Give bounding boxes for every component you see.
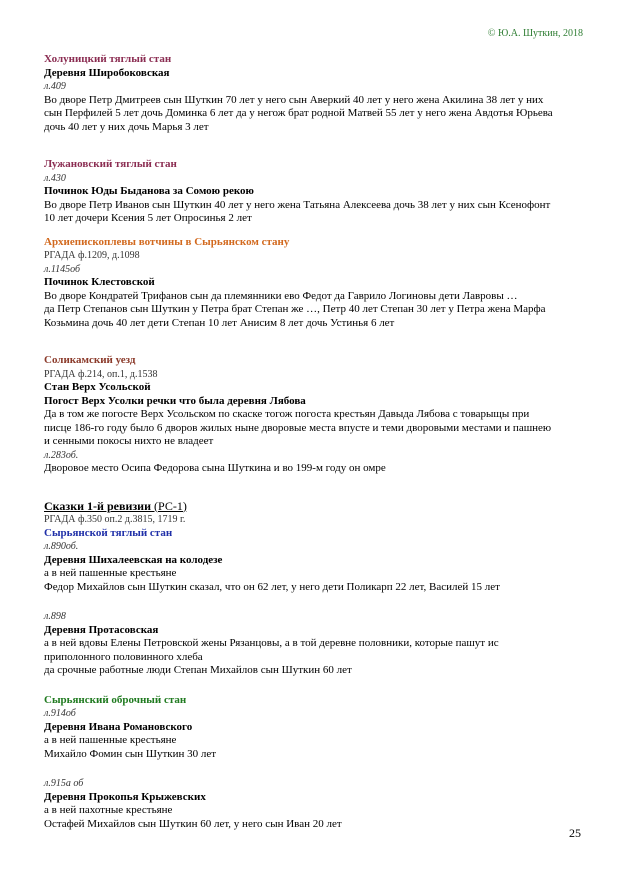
record-line: да срочные работные люди Степан Михайлов сын Шуткин 60 лет <box>44 664 352 676</box>
revision-heading <box>44 500 584 514</box>
record-line: писце 186-го году было 6 дворов жилых ныне дворовые места впусте и теми дворовыми местами и пашнею <box>44 421 552 434</box>
copyright-notice: © Ю.А. Шуткин, 2018 <box>487 28 583 39</box>
uezd-heading: Соликамский уезд <box>44 354 136 366</box>
record-line: Во дворе Кондратей Трифанов сын да племянники ево Федот да Гаврило Логиновы дети Лавровы … <box>44 289 518 302</box>
pogost-name: Погост Верх Усолки речки что была деревня Лябова <box>44 394 306 407</box>
sheet-reference: л.915а об <box>44 778 84 789</box>
record-line: дочь 40 лет у них дочь Марья 3 лет <box>44 120 209 133</box>
archive-reference: РГАДА ф.214, оп.1, д.1538 <box>44 368 158 380</box>
sheet-reference: л.898 <box>44 611 66 622</box>
record-line: а в ней пахотные крестьяне <box>44 804 173 816</box>
record-line: Да в том же погосте Верх Усольском по скаске тогож погоста крестьян Давыда Лябова с товарыщы при <box>44 408 530 420</box>
record-line: да Петр Степанов сын Шуткин у Петра брат Степан же …, Петр 40 лет Степан 30 лет у Петра жена Марфа <box>44 303 546 315</box>
record-line: а в ней пашенные крестьяне <box>44 734 177 746</box>
record-line: Дворовое место Осипа Федорова сына Шуткина и во 199-м году он омре <box>44 462 386 474</box>
sheet-reference: л.914об <box>44 708 76 719</box>
revision-title: Сказки 1-й ревизии <box>44 498 152 513</box>
revision-code: (РС-1) <box>151 498 187 513</box>
page-number: 25 <box>569 826 581 840</box>
village-name: Деревня Протасовская <box>44 623 159 636</box>
stan-name: Стан Верх Усольской <box>44 381 151 393</box>
sheet-reference: л.890об. <box>44 541 79 552</box>
record-line: сын Перфилей 5 лет дочь Доминка 6 лет да у негож брат родной Матвей 55 лет у него жена Авдотья Юрьева <box>44 107 553 119</box>
sheet-reference: л.430 <box>44 172 66 184</box>
stan-heading: Холуницкий тяглый стан <box>44 53 172 65</box>
record-line: Остафей Михайлов сын Шуткин 60 лет, у него сын Иван 20 лет <box>44 817 342 830</box>
village-name: Деревня Прокопья Крыжевских <box>44 790 206 803</box>
village-name: Починок Юды Быданова за Сомою рекою <box>44 185 254 197</box>
sheet-reference: л.283об. <box>44 449 79 461</box>
record-line: Козьмина дочь 40 лет дети Степан 10 лет Анисим 8 лет дочь Устинья 6 лет <box>44 316 395 329</box>
archive-reference: РГАДА ф.1209, д.1098 <box>44 250 140 261</box>
sheet-reference: л.1145об <box>44 263 81 275</box>
archive-reference: РГАДА ф.350 оп.2 д.3815, 1719 г. <box>44 514 186 525</box>
page-content <box>44 53 584 831</box>
record-line: 10 лет дочери Ксения 5 лет Опросинья 2 лет <box>44 212 252 224</box>
village-name: Починок Клестовской <box>44 276 155 288</box>
village-name: Деревня Ивана Романовского <box>44 720 193 733</box>
stan-heading: Сырьянской тяглый стан <box>44 526 173 539</box>
village-name: Деревня Шихалеевская на колодезе <box>44 553 223 566</box>
record-line: Во дворе Петр Дмитреев сын Шуткин 70 лет у него сын Аверкий 40 лет у него жена Акилина 38 лет у них <box>44 93 544 106</box>
stan-heading: Лужановский тяглый стан <box>44 158 177 170</box>
record-line: а в ней пашенные крестьяне <box>44 567 177 579</box>
record-line: Во дворе Петр Иванов сын Шуткин 40 лет у него жена Татьяна Алексеева дочь 38 лет у них сын Ксенофонт <box>44 198 551 211</box>
stan-heading: Архиепископлевы вотчины в Сырьянском стану <box>44 235 290 248</box>
record-line: Федор Михайлов сын Шуткин сказал, что он 62 лет, у него дети Поликарп 22 лет, Василей 15 лет <box>44 580 500 593</box>
record-line: а в ней вдовы Елены Петровской жены Рязанцовы, а в той деревне половники, которые пашут ис <box>44 637 499 649</box>
record-line: и сенными покосы нихто не владеет <box>44 435 214 447</box>
sheet-reference: л.409 <box>44 81 66 92</box>
stan-heading: Сырьянский оброчный стан <box>44 693 187 706</box>
village-name: Деревня Широбоковская <box>44 66 170 79</box>
record-line: Михайло Фомин сын Шуткин 30 лет <box>44 747 217 760</box>
record-line: приполонного половинного хлеба <box>44 650 203 663</box>
